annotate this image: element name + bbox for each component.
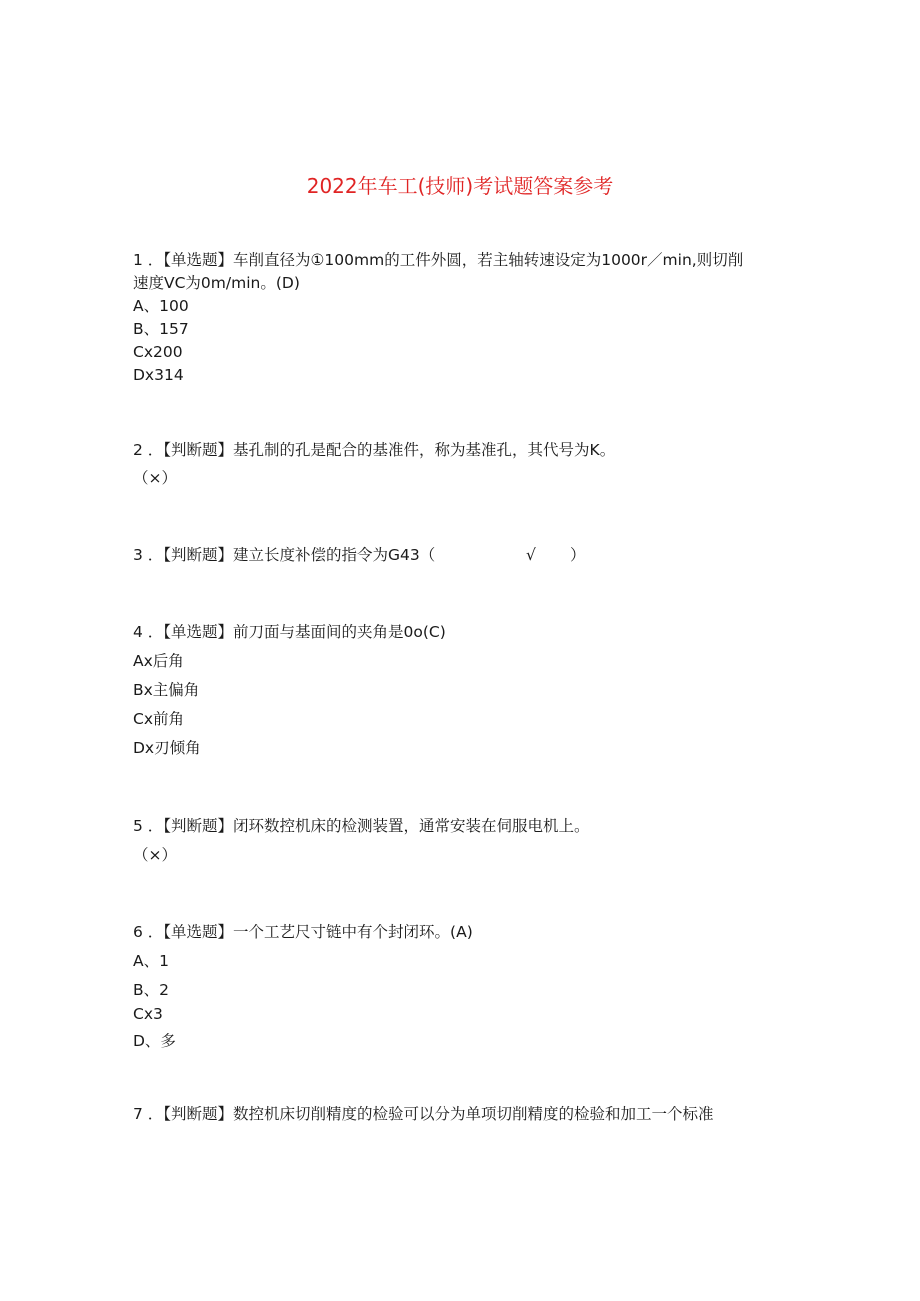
q4-option-d: Dx刃倾角 [133,739,201,757]
q6-option-b: B、2 [133,981,169,999]
q1-option-b: B、157 [133,320,189,338]
q4-option-b: Bx主偏角 [133,681,200,699]
q6-option-c: Cx3 [133,1005,163,1023]
q1-option-a: A、100 [133,297,189,315]
q4-option-c: Cx前角 [133,710,184,728]
q6-option-a: A、1 [133,952,169,970]
q3-text: 3 ．【判断题】建立长度补偿的指令为G43（ [133,546,436,564]
q3-check-mark: √ [526,546,536,564]
q4-option-a: Ax后角 [133,652,184,670]
q6-text: 6 ．【单选题】一个工艺尺寸链中有个封闭环。(A) [133,923,473,941]
q5-answer: （×） [133,846,177,864]
q1-option-c: Cx200 [133,343,183,361]
q3-close-paren: ） [570,546,586,564]
q1-text-line1: 1 ．【单选题】车削直径为①100mm的工件外圆，若主轴转速设定为1000r／min,则切削 [133,251,744,269]
q1-option-d: Dx314 [133,366,184,384]
q2-answer: （×） [133,469,177,487]
q1-text-line2: 速度VC为0m/min。(D) [133,274,300,292]
q4-text: 4 ．【单选题】前刀面与基面间的夹角是0o(C) [133,623,446,641]
q2-text: 2 ．【判断题】基孔制的孔是配合的基准件，称为基准孔，其代号为K。 [133,441,616,459]
q7-text: 7 ．【判断题】数控机床切削精度的检验可以分为单项切削精度的检验和加工一个标准 [133,1105,714,1123]
q5-text: 5 ．【判断题】闭环数控机床的检测装置，通常安装在伺服电机上。 [133,817,590,835]
document-title: 2022年车工(技师)考试题答案参考 [306,174,614,198]
q6-option-d: D、多 [133,1032,176,1050]
